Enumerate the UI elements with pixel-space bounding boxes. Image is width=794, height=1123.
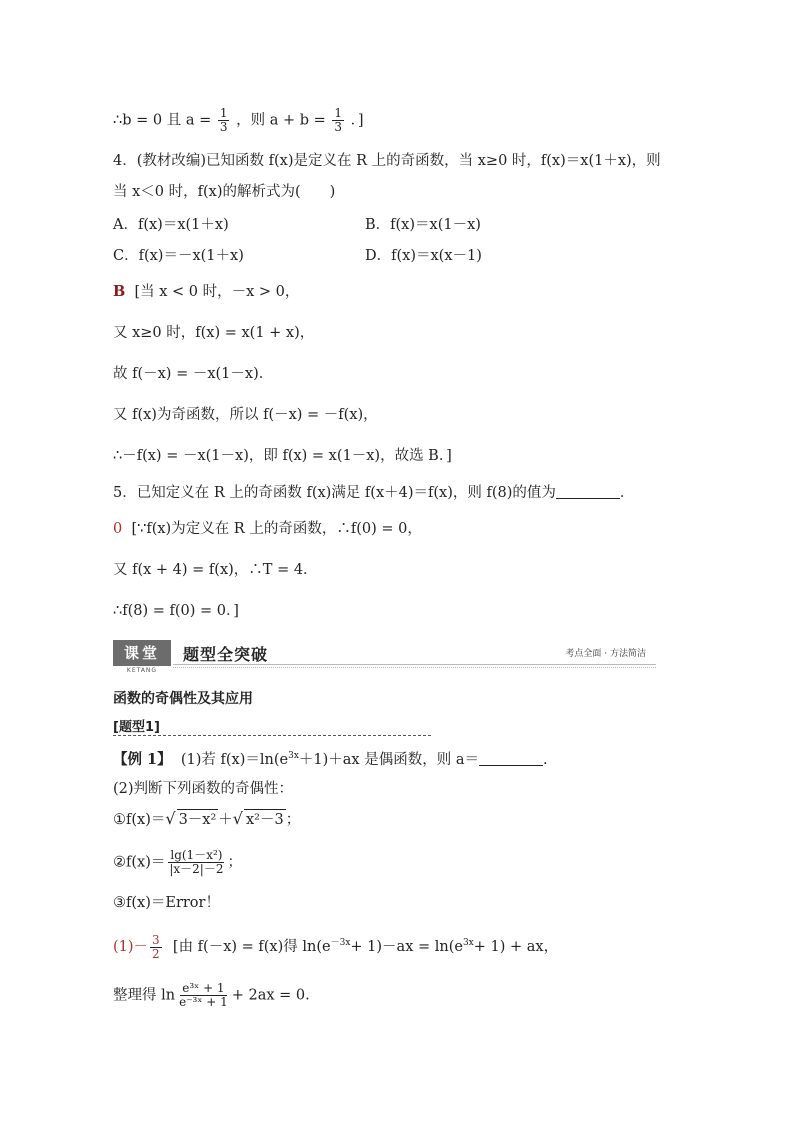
fraction [177,982,230,1009]
q5-answer-2: 又 f(x + 4) = f(x)，∴T = 4． [113,562,318,578]
q4-answer-5: ∴－f(x) = －x(1－x)，即 f(x) = x(1－x)，故选 B．] [113,448,452,464]
text: ＋1)＋ax 是偶函数，则 a＝ [298,752,479,768]
example-label: 【例 1】 [113,751,172,768]
section-banner [113,640,656,676]
radicand: x²－3 [244,809,286,830]
superscript: 3x [288,751,299,761]
fraction [167,849,225,876]
text: 整理得 ln [113,987,176,1004]
numerator: 1 [334,106,343,120]
q5-answer-1 [113,519,422,539]
example-1-part2: (2)判断下列函数的奇偶性： [113,781,294,797]
q4-answer-4: 又 f(x)为奇函数，所以 f(－x) = －f(x)， [113,407,378,423]
sqrt-icon: √ [232,809,243,828]
numerator: lg(1－x²) [170,848,223,862]
denominator: |x－2|－2 [169,862,224,876]
answer-blank [479,751,543,766]
text: + 1) + ax， [473,939,559,955]
q4-line2: 当 x＜0 时，f(x)的解析式为( ) [113,184,336,200]
superscript: －3x [330,938,351,948]
answer-value: 0 [113,521,123,537]
text: ； [285,812,301,828]
banner-tagline: 考点全面 · 方法简洁 [565,649,646,659]
text: (1)－ [113,939,149,955]
text: 5．已知定义在 R 上的奇函数 f(x)满足 f(x＋4)＝f(x)，则 f(8)的值为 [113,485,556,501]
text: [当 x < 0 时，－x > 0， [134,284,300,300]
radicand: 3－x² [177,809,219,830]
function-2 [113,849,242,876]
answer-blank [556,484,620,499]
fraction [218,107,230,134]
text: ①f(x)＝ [113,812,166,828]
text: [∵f(x)为定义在 R 上的奇函数，∴f(0) = 0， [131,521,422,537]
text: ＋ [218,812,233,828]
fraction [332,107,344,134]
text: + 2ax = 0. [231,987,310,1004]
banner-rule [173,664,656,668]
function-1 [113,809,300,830]
option-d: D．f(x)＝x(x－1) [365,248,482,264]
text: ； [227,854,242,871]
text: ②f(x)＝ [113,854,166,871]
solution-line-1 [113,933,558,961]
type-label: [题型1] [113,720,160,735]
fraction [150,934,162,961]
text: ．] [350,112,364,129]
section-heading: 函数的奇偶性及其应用 [113,691,253,707]
q4-line1: 4．(教材改编)已知函数 f(x)是定义在 R 上的奇函数，当 x≥0 时，f(x)＝x(1＋x)，则 [113,153,661,169]
line-conclusion [113,107,364,134]
superscript: 3x [462,938,474,948]
text: ，则 a + b = [236,112,326,129]
dashed-divider [113,735,431,736]
q5-line [113,483,634,503]
answer-value [113,932,164,961]
q4-answer-1 [113,282,299,302]
text: . [542,752,548,768]
denominator: e⁻³ˣ + 1 [179,995,228,1009]
sqrt-icon: √ [165,809,176,828]
q5-answer-3: ∴f(8) = f(0) = 0．] [113,603,239,619]
banner-sublabel: KETANG [126,667,158,674]
option-c: C．f(x)＝－x(1＋x) [113,248,244,264]
denominator: 2 [152,946,160,961]
numerator: 3 [152,932,160,947]
answer-letter: B [113,283,126,300]
q4-answer-2: 又 x≥0 时，f(x) = x(1 + x)， [113,325,315,341]
banner-title: 题型全突破 [183,645,269,664]
text: ． [619,485,635,501]
numerator: e³ˣ + 1 [182,981,225,995]
example-1-line [113,746,548,770]
solution-line-2 [113,982,310,1009]
banner-label: 课堂 [113,640,171,666]
numerator: 1 [219,106,228,120]
text: ∴b = 0 且 a = [113,112,212,129]
text: [由 f(－x) = f(x)得 ln(e [172,939,331,955]
text: + 1)－ax = ln(e [350,939,463,955]
q4-answer-3: 故 f(－x) = －x(1－x)． [113,366,274,382]
option-a: A．f(x)＝x(1＋x) [113,217,229,233]
denominator: 3 [219,120,228,134]
option-b: B．f(x)＝x(1－x) [365,217,481,233]
denominator: 3 [334,120,343,134]
text: (1)若 f(x)＝ln(e [180,752,289,768]
function-3: ③f(x)＝Error！ [113,895,220,911]
